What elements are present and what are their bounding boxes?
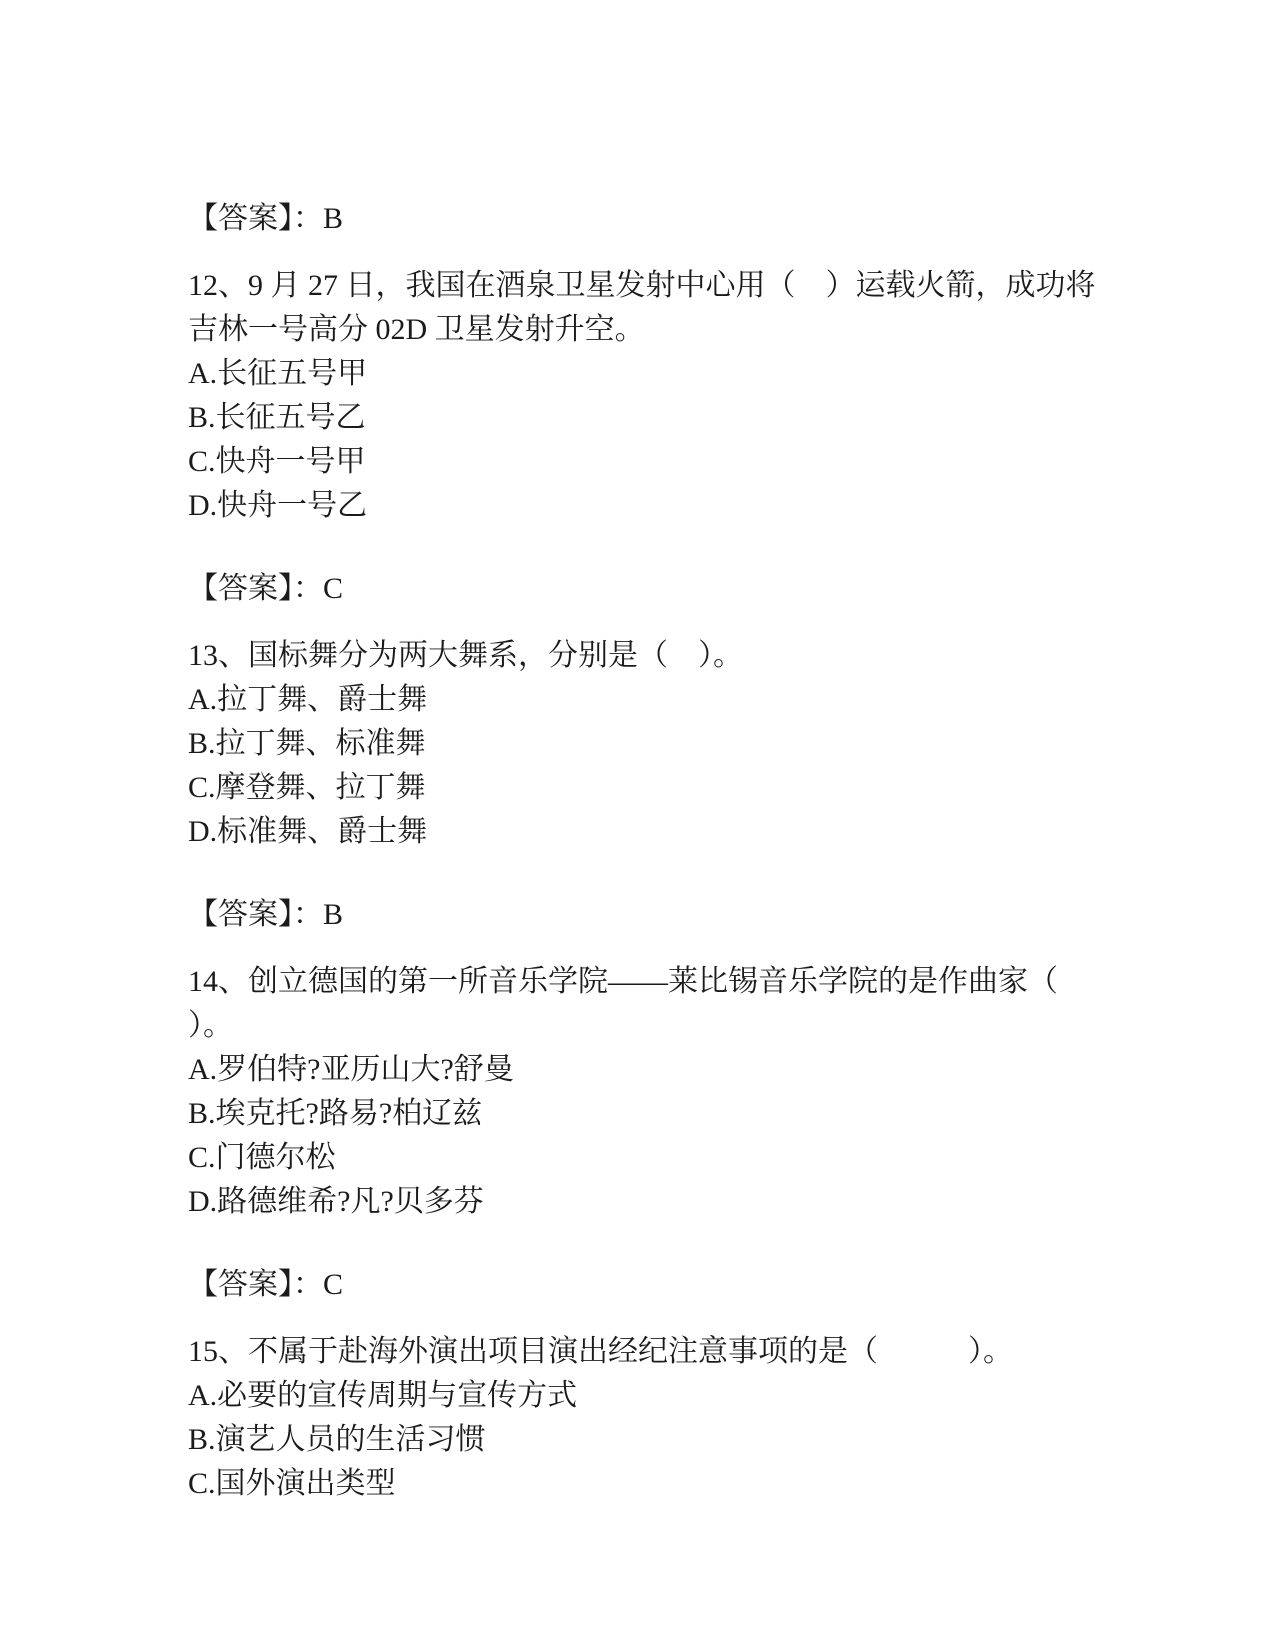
answer-line-14: 【答案】：C	[188, 1268, 344, 1301]
question-12-option-d: D.快舟一号乙	[188, 489, 368, 522]
question-12-option-a: A.长征五号甲	[188, 357, 368, 390]
question-12-option-b: B.长征五号乙	[188, 401, 366, 434]
question-15-text-line-1: 15、不属于赴海外演出项目演出经纪注意事项的是（ ）。	[188, 1335, 1013, 1368]
question-12-text-line-2: 吉林一号高分 02D 卫星发射升空。	[188, 313, 645, 346]
question-15-option-a: A.必要的宣传周期与宣传方式	[188, 1379, 578, 1412]
answer-line-13: 【答案】：B	[188, 898, 344, 931]
question-12-text-line-1: 12、9 月 27 日，我国在酒泉卫星发射中心用（ ）运载火箭，成功将	[188, 269, 1096, 302]
question-14-option-b: B.埃克托?路易?柏辽兹	[188, 1097, 483, 1130]
question-14-text-line-1: 14、创立德国的第一所音乐学院——莱比锡音乐学院的是作曲家（	[188, 965, 1058, 998]
answer-line-11: 【答案】：B	[188, 202, 344, 235]
answer-line-12: 【答案】：C	[188, 572, 344, 605]
question-13-option-d: D.标准舞、爵士舞	[188, 815, 428, 848]
question-14-text-line-2: ）。	[188, 1009, 233, 1042]
question-14	[188, 960, 1215, 1224]
question-13-option-a: A.拉丁舞、爵士舞	[188, 683, 428, 716]
question-12-option-c: C.快舟一号甲	[188, 445, 366, 478]
question-12	[188, 264, 1215, 528]
question-14-option-c: C.门德尔松	[188, 1141, 336, 1174]
question-13-option-b: B.拉丁舞、标准舞	[188, 727, 426, 760]
question-13-text-line-1: 13、国标舞分为两大舞系，分别是（ ）。	[188, 639, 743, 672]
question-13	[188, 634, 1215, 854]
question-15	[188, 1330, 1215, 1506]
question-15-option-b: B.演艺人员的生活习惯	[188, 1423, 486, 1456]
question-13-option-c: C.摩登舞、拉丁舞	[188, 771, 426, 804]
question-14-option-a: A.罗伯特?亚历山大?舒曼	[188, 1053, 514, 1086]
question-14-option-d: D.路德维希?凡?贝多芬	[188, 1185, 484, 1218]
question-15-option-c: C.国外演出类型	[188, 1467, 396, 1500]
